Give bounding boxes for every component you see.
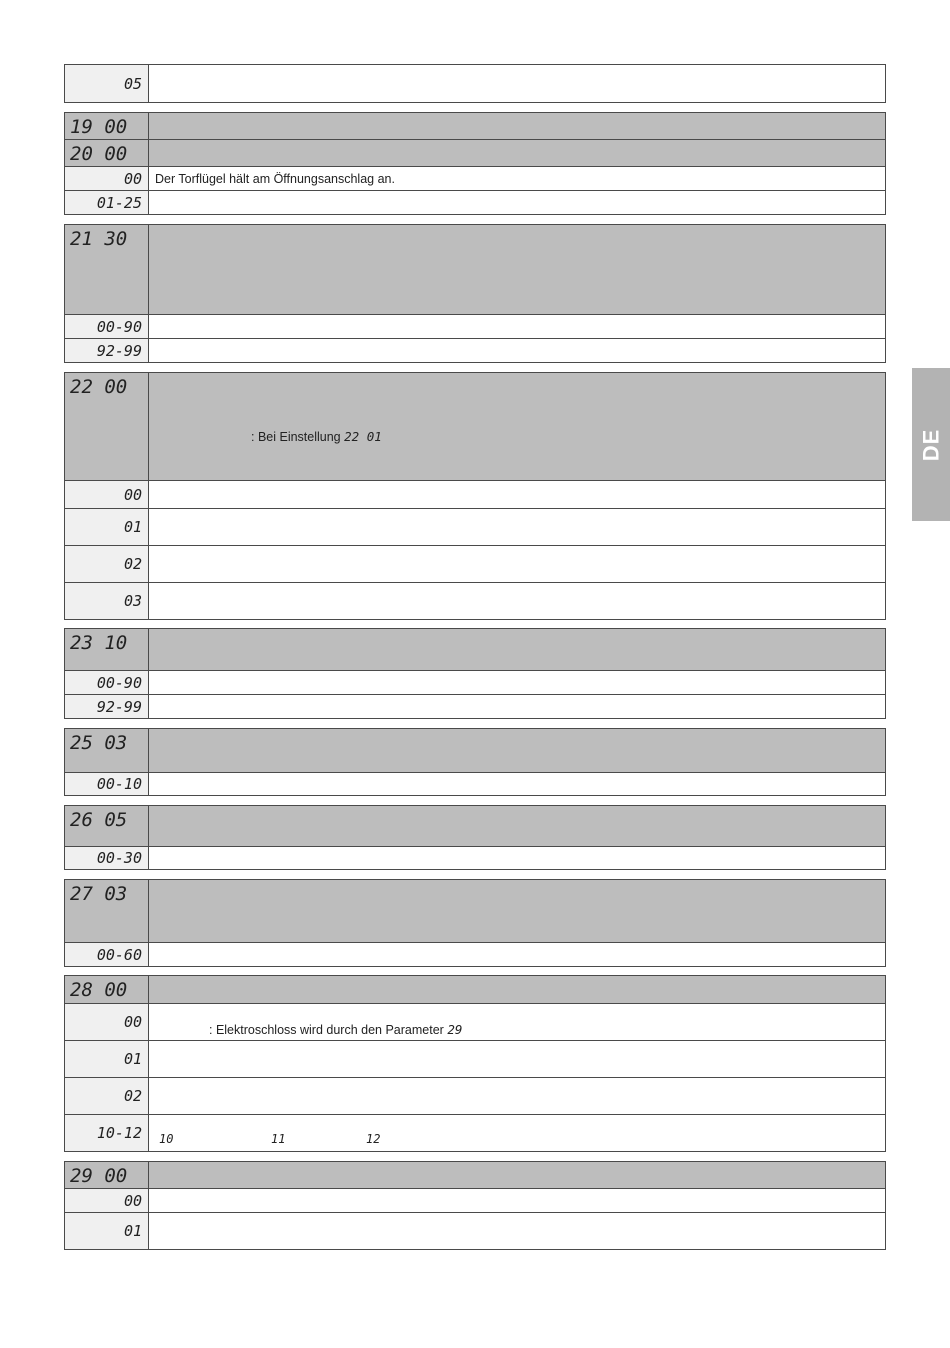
value-note-code: 29	[447, 1022, 463, 1037]
value-description	[149, 191, 885, 214]
value-code: 01	[65, 509, 149, 545]
value-code: 00	[65, 1189, 149, 1212]
value-description	[149, 481, 885, 508]
param-row-29	[64, 1161, 886, 1189]
param-note-code: 22 01	[344, 429, 382, 444]
param-code: 26 05	[65, 806, 149, 846]
param-table-23	[64, 628, 886, 719]
param-table-27	[64, 879, 886, 967]
value-code: 00-30	[65, 847, 149, 869]
table-row	[64, 1077, 886, 1115]
param-table-18	[64, 64, 886, 103]
value-code: 00	[65, 481, 149, 508]
value-code: 03	[65, 583, 149, 619]
value-code: 02	[65, 546, 149, 582]
table-row	[64, 166, 886, 191]
param-description	[149, 225, 885, 314]
param-code: 23 10	[65, 629, 149, 670]
value-description	[149, 583, 885, 619]
param-note	[251, 429, 382, 444]
param-row-27	[64, 879, 886, 943]
param-code: 19 00	[65, 113, 149, 139]
value-code: 00-60	[65, 943, 149, 966]
value-description	[149, 1213, 885, 1249]
value-description	[149, 847, 885, 869]
value-description	[149, 671, 885, 694]
param-code: 25 03	[65, 729, 149, 772]
value-description	[149, 1041, 885, 1077]
table-row	[64, 508, 886, 546]
language-tab-de	[912, 368, 950, 521]
value-note-text: : Elektroschloss wird durch den Parameter	[209, 1023, 444, 1037]
value-option-code: 12	[366, 1132, 381, 1146]
value-description	[149, 315, 885, 338]
param-row-23	[64, 628, 886, 671]
param-description	[149, 880, 885, 942]
value-description	[149, 1078, 885, 1114]
param-table-26	[64, 805, 886, 870]
value-code: 92-99	[65, 695, 149, 718]
param-table-22	[64, 372, 886, 620]
table-row	[64, 1212, 886, 1250]
table-row	[64, 694, 886, 719]
param-code: 22 00	[65, 373, 149, 480]
value-code: 01	[65, 1213, 149, 1249]
value-option-code: 10	[159, 1132, 174, 1146]
param-table-29	[64, 1161, 886, 1250]
param-row-22	[64, 372, 886, 481]
value-code: 00-90	[65, 315, 149, 338]
table-row	[64, 772, 886, 796]
param-description	[149, 140, 885, 166]
table-row	[64, 1003, 886, 1041]
language-tab-label: DE	[918, 428, 943, 461]
param-row-28	[64, 975, 886, 1004]
value-description	[149, 695, 885, 718]
param-table-19-20	[64, 112, 886, 215]
table-row	[64, 314, 886, 339]
param-code: 28 00	[65, 976, 149, 1003]
table-row	[64, 942, 886, 967]
param-row-21	[64, 224, 886, 315]
value-description	[149, 546, 885, 582]
value-description	[149, 509, 885, 545]
value-description	[149, 773, 885, 795]
value-code: 02	[65, 1078, 149, 1114]
value-description: Der Torflügel hält am Öffnungsanschlag an.	[155, 171, 395, 186]
value-option-code: 11	[271, 1132, 286, 1146]
value-code: 92-99	[65, 339, 149, 362]
value-code: 00	[65, 1004, 149, 1040]
param-table-21	[64, 224, 886, 363]
value-description	[149, 1115, 885, 1151]
param-row-19	[64, 112, 886, 140]
param-table-25	[64, 728, 886, 796]
param-table-28	[64, 975, 886, 1152]
value-description	[149, 1004, 885, 1040]
value-code: 00	[65, 167, 149, 190]
param-description	[149, 729, 885, 772]
value-code: 10-12	[65, 1115, 149, 1151]
param-code: 27 03	[65, 880, 149, 942]
value-description	[149, 1189, 885, 1212]
value-note	[209, 1022, 462, 1037]
value-description	[149, 65, 885, 102]
table-row	[64, 190, 886, 215]
table-row	[64, 846, 886, 870]
param-code: 20 00	[65, 140, 149, 166]
table-row	[64, 582, 886, 620]
value-code: 00-90	[65, 671, 149, 694]
table-row	[64, 1114, 886, 1152]
param-code: 21 30	[65, 225, 149, 314]
value-code: 01-25	[65, 191, 149, 214]
param-row-20	[64, 139, 886, 167]
param-code: 29 00	[65, 1162, 149, 1188]
param-note-text: : Bei Einstellung	[251, 430, 341, 444]
param-row-25	[64, 728, 886, 773]
param-description	[149, 806, 885, 846]
value-code: 01	[65, 1041, 149, 1077]
value-code: 00-10	[65, 773, 149, 795]
table-row	[64, 1040, 886, 1078]
value-description	[149, 943, 885, 966]
param-row-26	[64, 805, 886, 847]
table-row	[64, 64, 886, 103]
table-row	[64, 338, 886, 363]
param-description	[149, 629, 885, 670]
value-code: 05	[65, 65, 149, 102]
param-description	[149, 373, 885, 480]
param-description	[149, 1162, 885, 1188]
table-row	[64, 480, 886, 509]
value-description	[149, 339, 885, 362]
param-description	[149, 976, 885, 1003]
table-row	[64, 1188, 886, 1213]
table-row	[64, 545, 886, 583]
param-description	[149, 113, 885, 139]
table-row	[64, 670, 886, 695]
